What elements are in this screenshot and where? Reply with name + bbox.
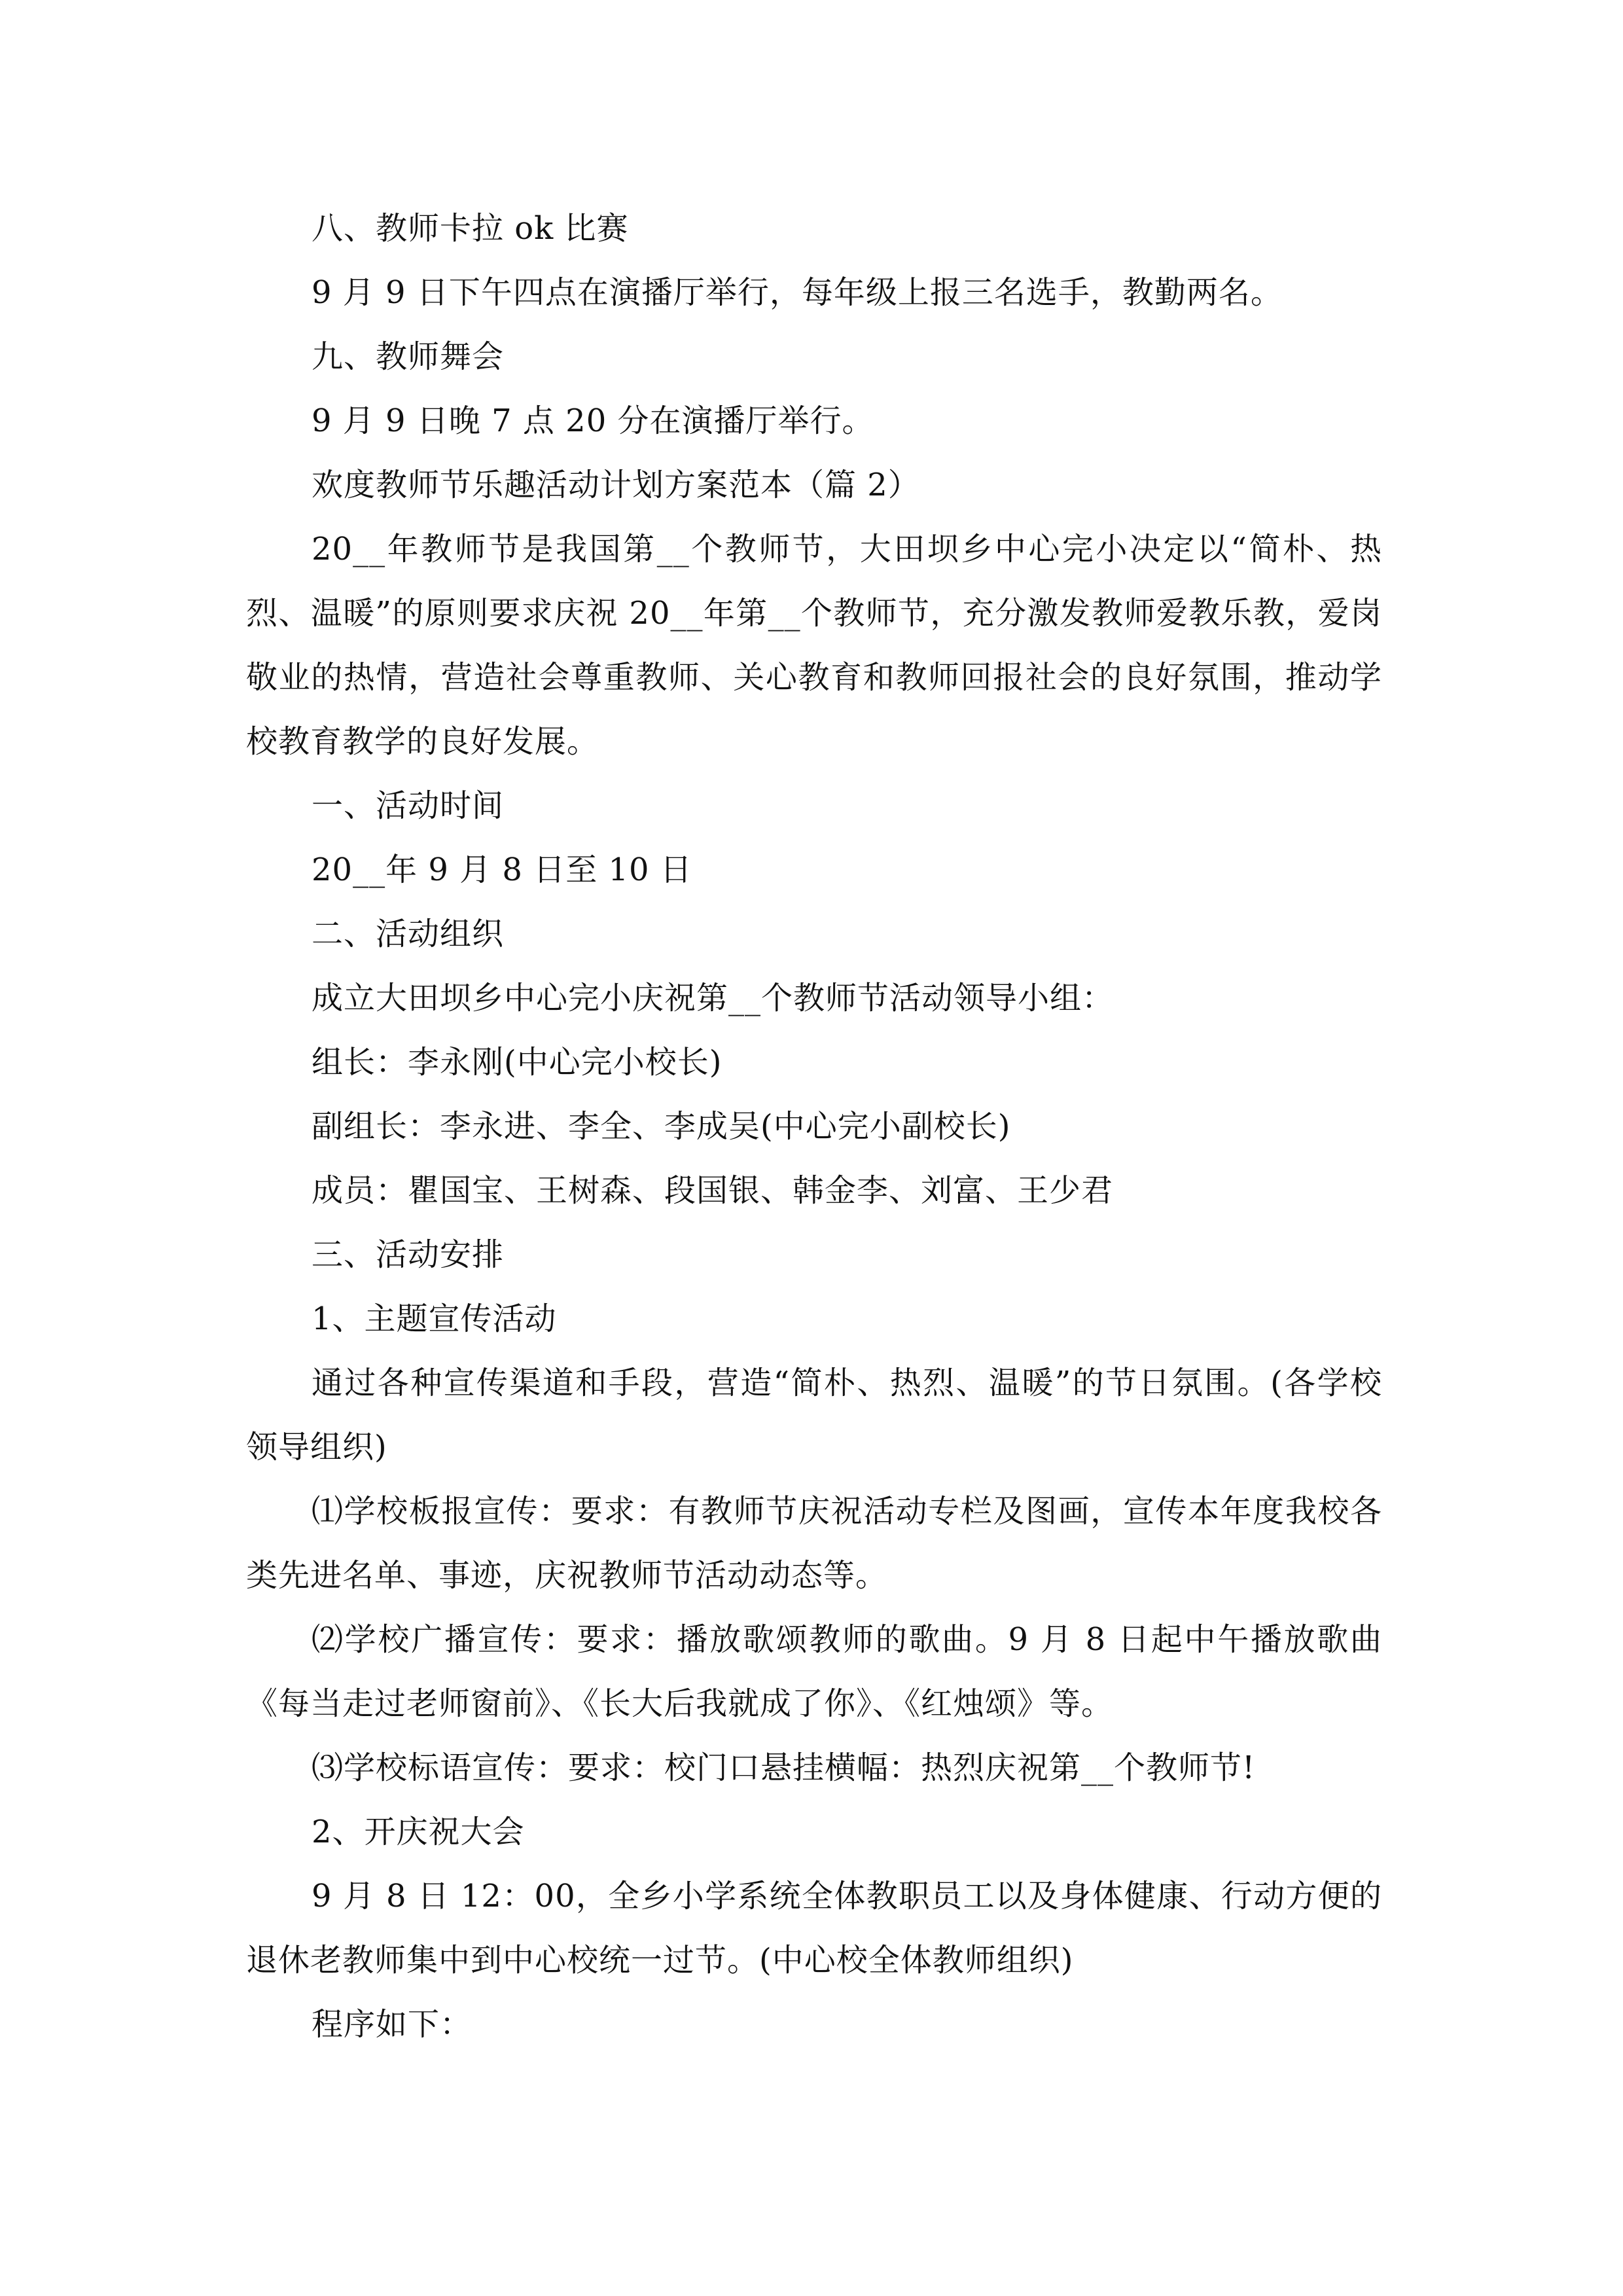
paragraph-group-leader: 组长：李永刚(中心完小校长)	[312, 1044, 722, 1081]
paragraph-blackboard-promotion: ⑴学校板报宣传：要求：有教师节庆祝活动专栏及图画，宣传本年度我校各类先进名单、事迹，庆祝教师节活动动态等。	[246, 1493, 1382, 1594]
heading-celebration-meeting: 2、开庆祝大会	[312, 1814, 525, 1850]
heading-karaoke-contest: 八、教师卡拉 ok 比赛	[312, 210, 629, 247]
heading-activity-organization: 二、活动组织	[312, 916, 505, 952]
paragraph-banner-promotion: ⑶学校标语宣传：要求：校门口悬挂横幅：热烈庆祝第__个教师节!	[312, 1749, 1256, 1786]
paragraph-leadership-group: 成立大田坝乡中心完小庆祝第__个教师节活动领导小组：	[312, 980, 1115, 1016]
paragraph-dance-details: 9 月 9 日晚 7 点 20 分在演播厅举行。	[312, 403, 874, 439]
paragraph-deputy-leaders: 副组长：李永进、李全、李成吴(中心完小副校长)	[312, 1108, 1011, 1145]
paragraph-program-intro: 程序如下：	[312, 2006, 473, 2043]
paragraph-intro: 20__年教师节是我国第__个教师节，大田坝乡中心完小决定以“简朴、热烈、温暖”的原则要求庆祝 20__年第__个教师节，充分激发教师爱教乐教，爱岗敬业的热情，营造社会尊重教师、关心教育和教师回报社会的良好氛围，推动学校教育教学的良好发展。	[246, 531, 1382, 760]
paragraph-activity-dates: 20__年 9 月 8 日至 10 日	[312, 852, 692, 888]
heading-activity-arrangement: 三、活动安排	[312, 1236, 505, 1273]
paragraph-karaoke-details: 9 月 9 日下午四点在演播厅举行，每年级上报三名选手，教勤两名。	[312, 274, 1283, 311]
paragraph-members: 成员：瞿国宝、王树森、段国银、韩金李、刘富、王少君	[312, 1172, 1114, 1209]
heading-theme-promotion: 1、主题宣传活动	[312, 1300, 557, 1337]
document-body	[246, 196, 1382, 2056]
paragraph-meeting-details: 9 月 8 日 12：00，全乡小学系统全体教职员工以及身体健康、行动方便的退休老教师集中到中心校统一过节。(中心校全体教师组织)	[246, 1878, 1382, 1979]
paragraph-promotion-channels: 通过各种宣传渠道和手段，营造“简朴、热烈、温暖”的节日氛围。(各学校领导组织)	[246, 1365, 1382, 1465]
section-title-part2: 欢度教师节乐趣活动计划方案范本（篇 2）	[312, 467, 920, 503]
paragraph-broadcast-promotion: ⑵学校广播宣传：要求：播放歌颂教师的歌曲。9 月 8 日起中午播放歌曲《每当走过老师窗前》、《长大后我就成了你》、《红烛颂》等。	[246, 1621, 1382, 1722]
heading-teacher-dance: 九、教师舞会	[312, 338, 505, 375]
heading-activity-time: 一、活动时间	[312, 787, 505, 824]
